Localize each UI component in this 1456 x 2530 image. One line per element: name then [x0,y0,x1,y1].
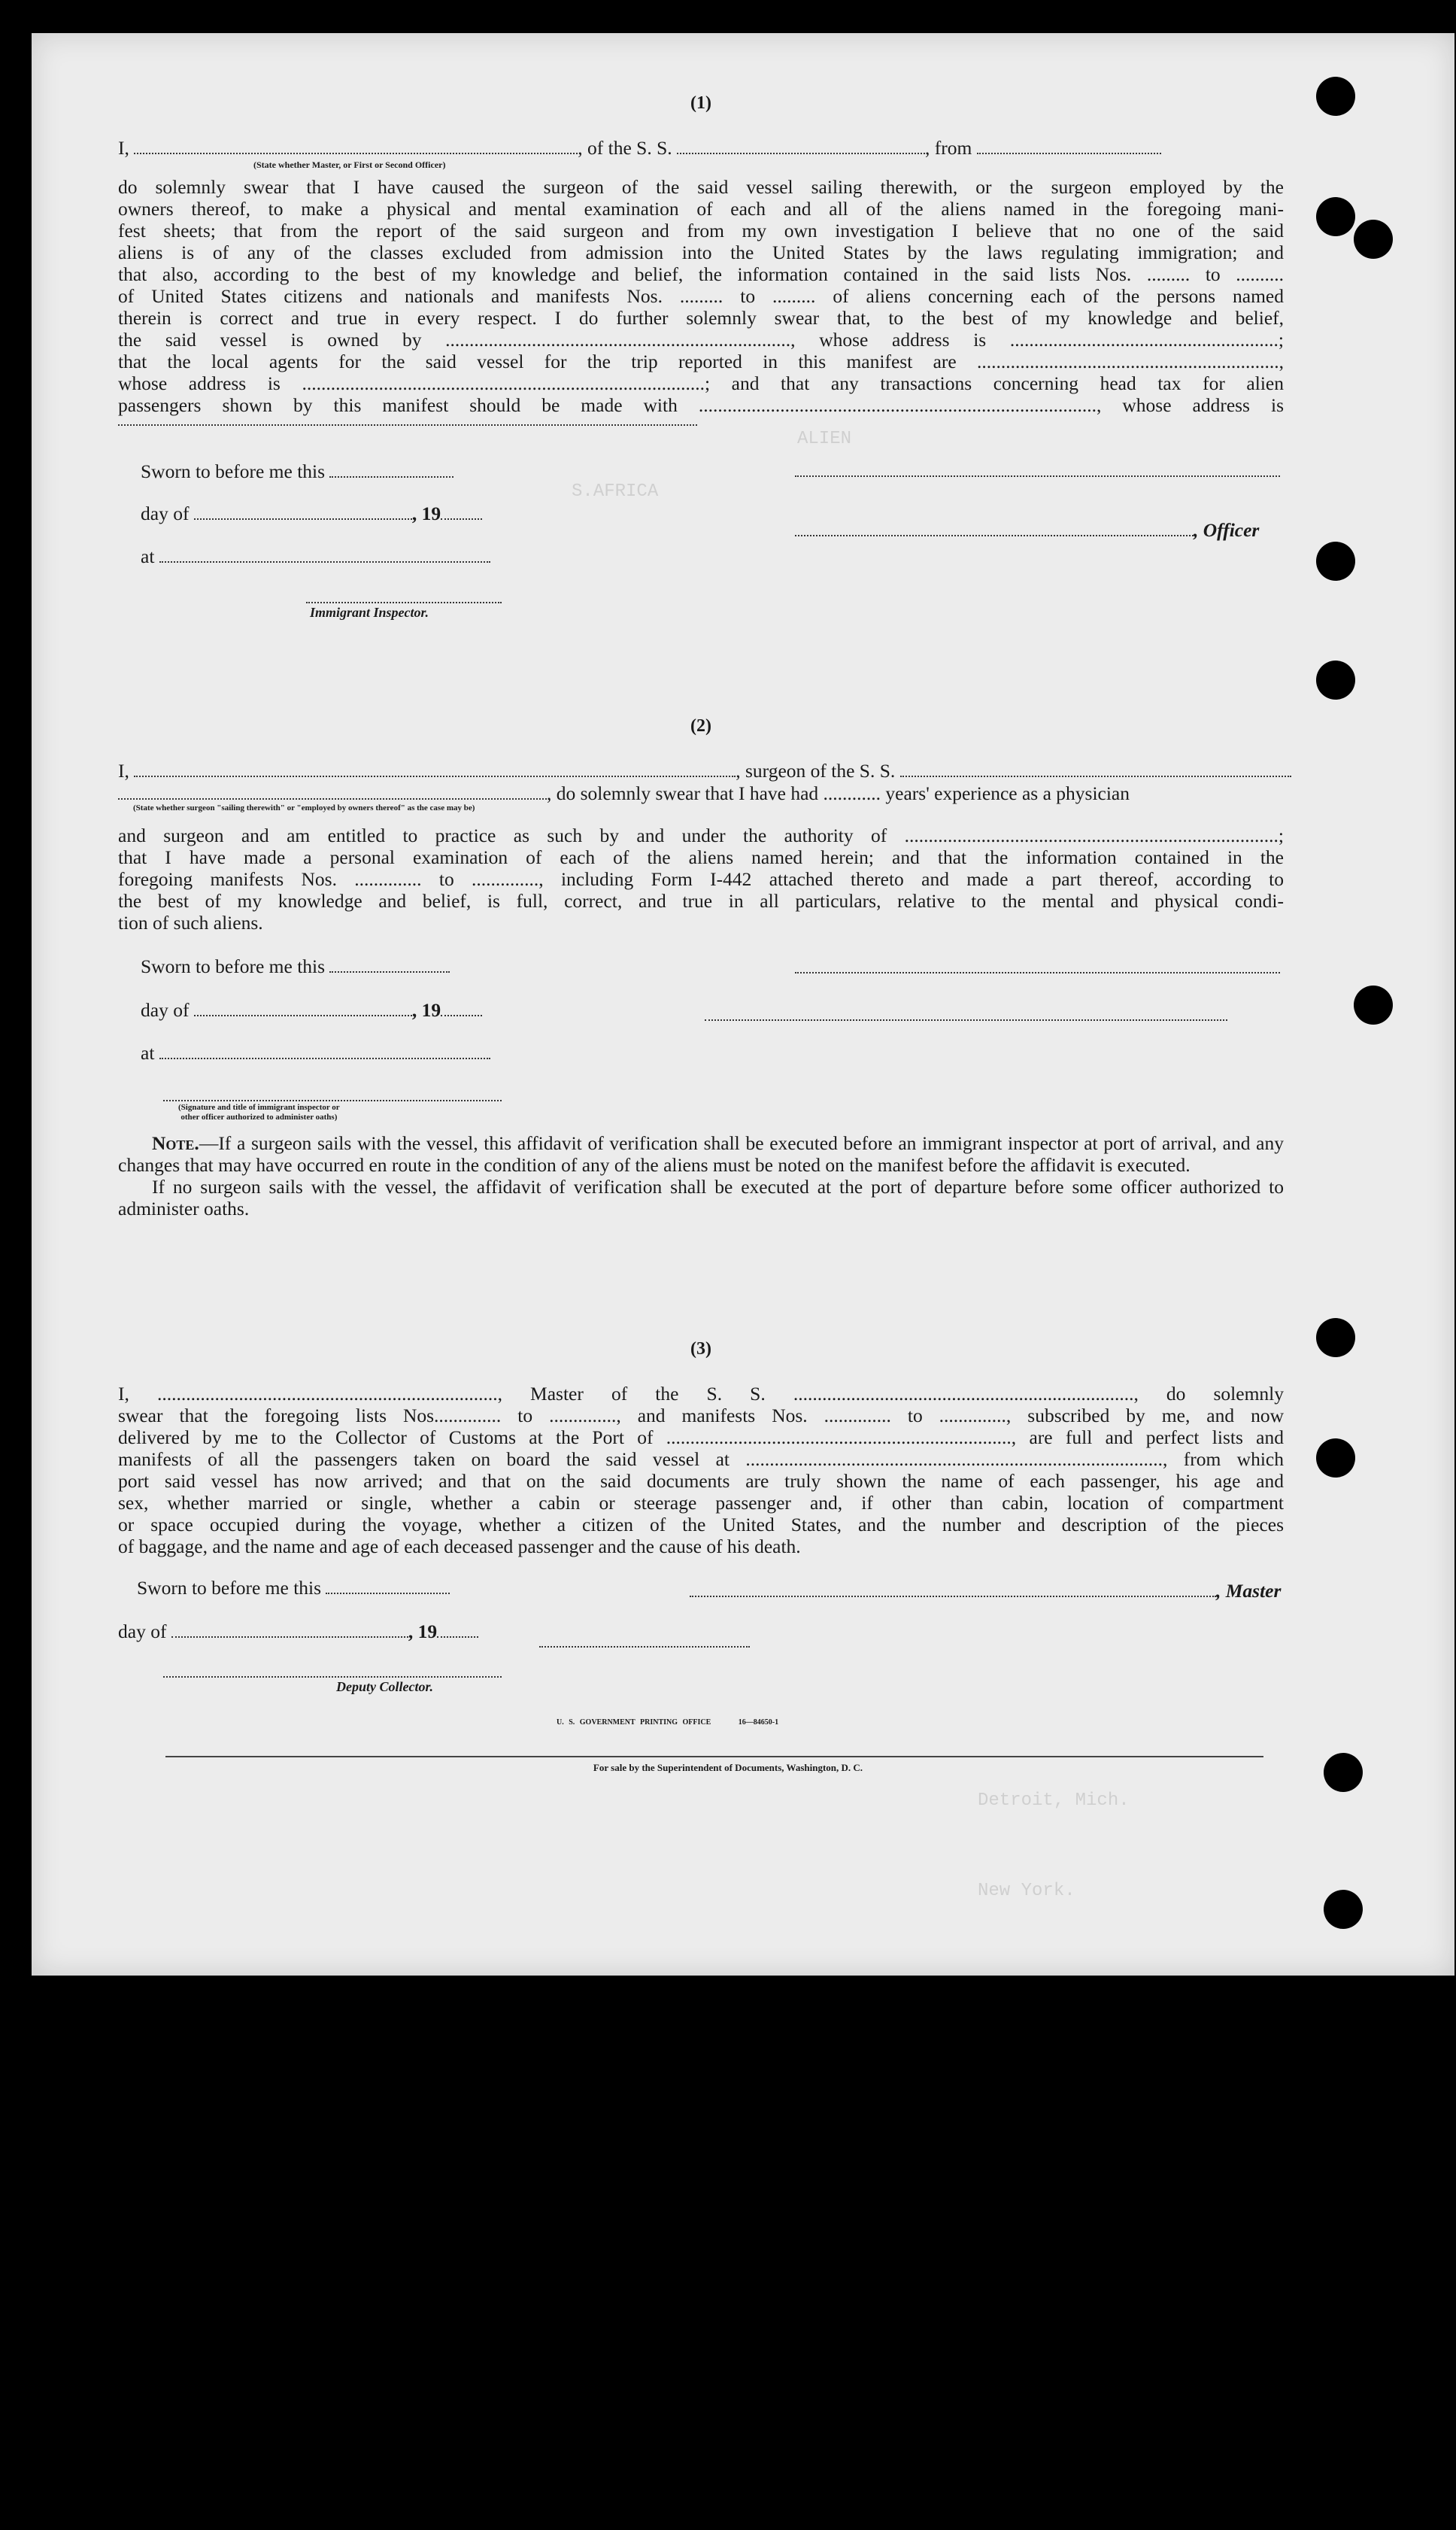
paragraph-line: that the local agents for the said vessel for the trip reported in this manifest are ..............................................................., [118,351,1284,372]
punch-hole [1354,986,1393,1025]
paragraph-line: that I have made a personal examination of each of the aliens named herein; and that the information contained in the [118,846,1284,868]
at-label: at [141,1042,490,1065]
punch-hole [1324,1890,1363,1929]
officer-signature-line-top [795,475,1280,477]
punch-hole [1316,77,1355,116]
year-field[interactable] [441,503,482,520]
note-block [118,1132,1284,1219]
day-of-label: day of , 19 [118,1620,478,1643]
surgeon-caption: (State whether surgeon "sailing therewith" or "employed by owners thereof" as the case may be) [133,803,475,812]
paragraph-line: delivered by me to the Collector of Customs at the Port of ........................................................................, are full and perfect lists and [118,1426,1284,1448]
day-month-field[interactable] [194,1000,412,1016]
punch-hole [1316,661,1355,700]
paragraph-line: port said vessel has now arrived; and that on the said documents are truly shown the name of each passenger, his age and [118,1470,1284,1492]
section-number: (3) [690,1339,711,1359]
paragraph-line: foregoing manifests Nos. .............. to .............., including Form I-442 attached thereto and made a part thereof, according to [118,868,1284,890]
signature-caption: (Signature and title of immigrant inspector or other officer authorized to administer oaths) [178,1103,340,1122]
paragraph-line: tion of such aliens. [118,912,263,934]
deputy-title: Deputy Collector. [336,1679,433,1694]
surgeon-signature-line [795,972,1280,973]
for-sale-note: For sale by the Superintendent of Documents, Washington, D. C. [593,1762,863,1773]
officer-signature-field[interactable] [795,520,1194,536]
address-continuation-line [118,424,697,426]
sworn-label: Sworn to before me this [137,1577,450,1599]
footer-rule [165,1756,1263,1757]
master-extra-line [539,1646,750,1648]
section-number: (2) [690,716,711,736]
note-label: Note. [152,1132,199,1154]
section-number: (1) [690,93,711,113]
punch-hole [1354,220,1393,259]
bleed-through-text: S.AFRICA [572,481,659,502]
at-label: at [141,545,490,568]
paragraph-line: aliens is of any of the classes excluded from admission into the United States by the laws regulating immigration; and [118,241,1284,263]
section-1-master-affidavit [118,90,1284,632]
bleed-through-text: Detroit, Mich. [978,1790,1130,1811]
paragraph-line: do solemnly swear that I have caused the surgeon of the said vessel sailing therewith, or the surgeon employed by the [118,176,1284,198]
officer-line: I, , of the S. S. , from [118,137,1284,159]
authorized-officer-signature-line [163,1100,502,1101]
sworn-day-field[interactable] [329,956,450,973]
paragraph-line: or space occupied during the voyage, whether a citizen of the United States, and the number and description of the pieces [118,1514,1284,1535]
surgeon-vessel-field[interactable] [900,761,1291,777]
bleed-through-text: ALIEN [797,429,852,449]
day-of-label: day of , 19 [141,999,482,1022]
paragraph-line: the best of my knowledge and belief, is full, correct, and true in all particulars, relative to the mental and physical condi- [118,890,1284,912]
deputy-signature-line [163,1676,502,1678]
inspector-signature-line [306,602,502,603]
surgeon-status-field[interactable] [118,783,547,800]
punch-hole [1316,1438,1355,1478]
sworn-day-field[interactable] [329,461,453,478]
bleed-through-text: New York. [978,1881,1075,1901]
note-text: —If a surgeon sails with the vessel, this affidavit of verification shall be executed before an immigrant inspector at port of arrival, and any changes that may have occurred en route in the condition of any of the aliens must be noted on the manifest before the affidavit is executed. [118,1132,1284,1176]
sworn-label: Sworn to before me this [141,955,450,978]
officer-name-field[interactable] [134,138,578,154]
surgeon-name-field[interactable] [134,761,736,777]
day-month-field[interactable] [171,1621,408,1638]
vessel-name-field[interactable] [677,138,925,154]
at-place-field[interactable] [159,1043,490,1059]
master-signature-line: , Master [690,1580,1281,1602]
paragraph-line: of United States citizens and nationals and manifests Nos. ......... to ......... of aliens concerning each of the persons named [118,285,1284,307]
paragraph-line: swear that the foregoing lists Nos.............. to .............., and manifests Nos. .............. to .............., subscribed by me, and now [118,1405,1284,1426]
departure-port-field[interactable] [977,138,1161,154]
section-3-master-certification [118,1332,1284,1723]
officer-signature-line: , Officer [795,519,1259,542]
year-field[interactable] [441,1000,482,1016]
paragraph-line: and surgeon and am entitled to practice as such by and under the authority of ..............................................................................; [118,825,1284,846]
paragraph-line: therein is correct and true in every respect. I do further solemnly swear that, to the best of my knowledge and belief, [118,307,1284,329]
at-place-field[interactable] [159,546,490,563]
section-2-surgeon-affidavit [118,707,1284,1249]
paragraph-line: manifests of all the passengers taken on board the said vessel at ......................................................................................., from which [118,1448,1284,1470]
note-text-2: If no surgeon sails with the vessel, the affidavit of verification shall be executed at the port of departure before some officer authorized to administer oaths. [118,1176,1284,1219]
paragraph-line: the said vessel is owned by ........................................................................, whose address is ........................................................; [118,329,1284,351]
officer-caption: (State whether Master, or First or Second Officer) [253,159,446,170]
paragraph-line: I, ......................................................................., Master of the S. S. ......................................................................., do solemnly [118,1383,1284,1405]
master-signature-field[interactable] [690,1581,1216,1597]
paragraph-line: whose address is ....................................................................................; and that any transactions concerning head tax for alien [118,372,1284,394]
punch-hole [1316,542,1355,581]
printing-office-line: U. S. GOVERNMENT PRINTING OFFICE 16—84650-1 [557,1718,779,1727]
sworn-day-field[interactable] [326,1578,450,1594]
paragraph-line: passengers shown by this manifest should be made with ..................................................................................., whose address is [118,394,1284,416]
paragraph-line: that also, according to the best of my knowledge and belief, the information contained in the said lists Nos. ......... to .......... [118,263,1284,285]
day-month-field[interactable] [194,503,412,520]
surgeon-line: I, , surgeon of the S. S. [118,760,1284,782]
paragraph-line: owners thereof, to make a physical and mental examination of each and all of the aliens named in the foregoing mani- [118,198,1284,220]
sworn-label: Sworn to before me this [141,460,453,483]
punch-hole [1316,1318,1355,1357]
punch-hole [1316,197,1355,236]
surgeon-experience-line: , do solemnly swear that I have had ............ years' experience as a physician [118,782,1284,804]
year-field[interactable] [437,1621,478,1638]
day-of-label: day of , 19 [141,503,482,525]
paragraph-line: of baggage, and the name and age of each deceased passenger and the cause of his death. [118,1535,801,1557]
paragraph-line: fest sheets; that from the report of the said surgeon and from my own investigation I believe that no one of the said [118,220,1284,241]
inspector-title: Immigrant Inspector. [310,605,429,620]
surgeon-title-line [705,1019,1227,1021]
paragraph-line: sex, whether married or single, whether a cabin or steerage passenger and, if other than cabin, location of compartment [118,1492,1284,1514]
